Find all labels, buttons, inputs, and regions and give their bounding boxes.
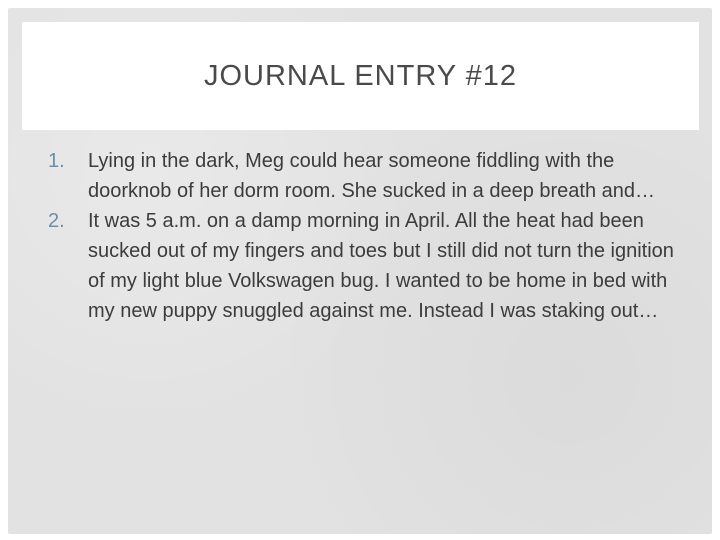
list-item-text: Lying in the dark, Meg could hear someone fiddling with the doorknob of her dorm room. She sucked in a deep breath and… [88, 150, 656, 202]
slide [8, 8, 712, 534]
list-item-number: 1. [48, 150, 65, 172]
slide-title: JOURNAL ENTRY #12 [203, 59, 518, 92]
list-item [48, 206, 678, 326]
list-item-text: It was 5 a.m. on a damp morning in April. All the heat had been sucked out of my fingers and toes but I still did not turn the ignition of my light blue Volkswagen bug. I wanted to be home in bed with my new puppy snuggled against me. Instead I was staking out… [88, 210, 674, 322]
numbered-list [48, 146, 678, 326]
title-box [22, 22, 699, 130]
list-item-number: 2. [48, 210, 65, 232]
list-item [48, 146, 678, 206]
